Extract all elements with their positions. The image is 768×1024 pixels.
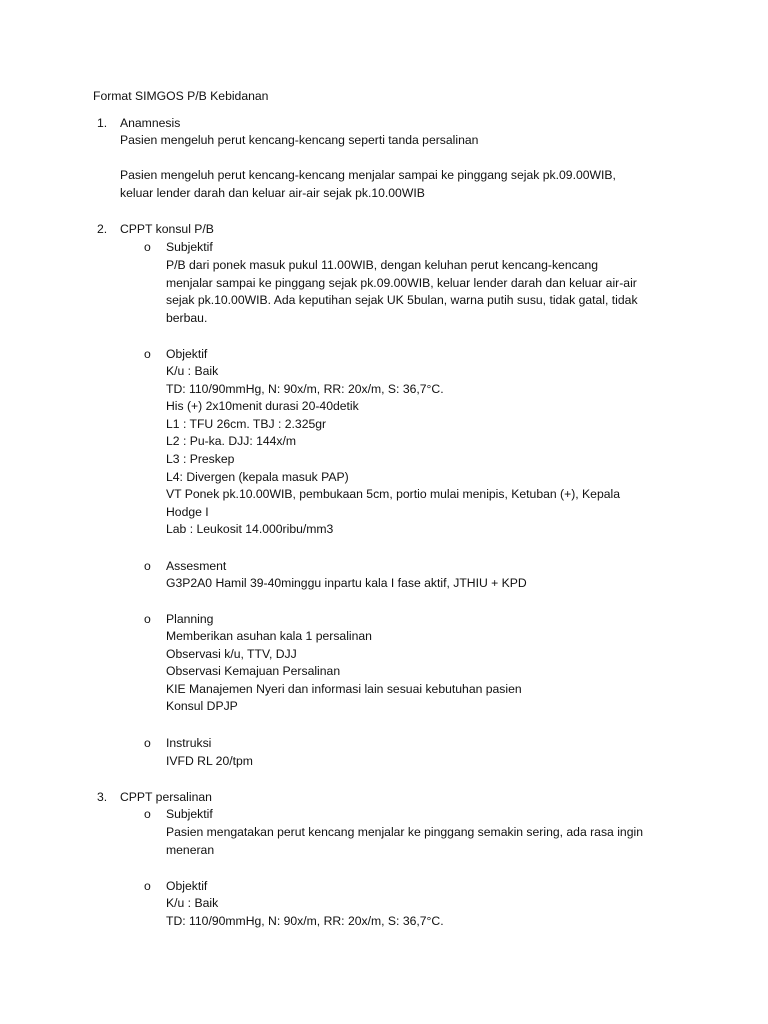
text-line: KIE Manajemen Nyeri dan informasi lain sesuai kebutuhan pasien: [166, 681, 522, 696]
sub-body-objektif: [166, 895, 686, 930]
text-line: L3 : Preskep: [166, 451, 235, 466]
text-line: VT Ponek pk.10.00WIB, pembukaan 5cm, portio mulai menipis, Ketuban (+), Kepala: [166, 487, 621, 502]
text-line: sejak pk.10.00WIB. Ada keputihan sejak UK 5bulan, warna putih susu, tidak gatal, tidak: [166, 293, 638, 308]
section-body-anamnesis: [120, 132, 680, 202]
section-title-anamnesis: Anamnesis: [120, 116, 181, 130]
text-line: Hodge I: [166, 504, 209, 519]
text-line: Konsul DPJP: [166, 699, 238, 714]
text-line: Observasi k/u, TTV, DJJ: [166, 646, 297, 661]
section-number: 3.: [97, 790, 108, 804]
text-line: His (+) 2x10menit durasi 20-40detik: [166, 399, 359, 414]
sub-body-objektif: [166, 363, 686, 539]
sub-body-planning: [166, 628, 686, 716]
section-title-cppt-persalinan: CPPT persalinan: [120, 790, 212, 804]
sub-body-assesment: [166, 575, 686, 593]
text-line: Pasien mengeluh perut kencang-kencang seperti tanda persalinan: [120, 133, 479, 147]
text-line: K/u : Baik: [166, 896, 219, 910]
text-line: [120, 150, 680, 168]
text-line: meneran: [166, 842, 215, 857]
bullet-marker: o: [144, 879, 151, 893]
text-line: Lab : Leukosit 14.000ribu/mm3: [166, 522, 334, 537]
bullet-marker: o: [144, 559, 151, 573]
text-line: L1 : TFU 26cm. TBJ : 2.325gr: [166, 416, 327, 431]
text-line: L4: Divergen (kepala masuk PAP): [166, 469, 349, 484]
text-line: Pasien mengeluh perut kencang-kencang menjalar sampai ke pinggang sejak pk.09.00WIB,: [120, 168, 616, 183]
text-line: berbau.: [166, 310, 208, 325]
sub-title-subjektif: Subjektif: [166, 807, 213, 821]
bullet-marker: o: [144, 807, 151, 821]
text-line: TD: 110/90mmHg, N: 90x/m, RR: 20x/m, S: 36,7°C.: [166, 381, 444, 396]
text-line: L2 : Pu-ka. DJJ: 144x/m: [166, 434, 297, 449]
section-number: 2.: [97, 222, 108, 236]
text-line: menjalar sampai ke pinggang sejak pk.09.00WIB, keluar lender darah dan keluar air-air: [166, 275, 637, 290]
text-line: TD: 110/90mmHg, N: 90x/m, RR: 20x/m, S: 36,7°C.: [166, 913, 444, 928]
sub-body-subjektif: [166, 257, 686, 327]
sub-title-instruksi: Instruksi: [166, 736, 212, 750]
sub-title-planning: Planning: [166, 612, 214, 626]
document-title: Format SIMGOS P/B Kebidanan: [93, 89, 269, 103]
sub-title-objektif: Objektif: [166, 879, 208, 893]
text-line: P/B dari ponek masuk pukul 11.00WIB, dengan keluhan perut kencang-kencang: [166, 258, 599, 272]
sub-body-instruksi: [166, 753, 686, 771]
text-line: G3P2A0 Hamil 39-40minggu inpartu kala I fase aktif, JTHIU + KPD: [166, 576, 527, 590]
sub-title-assesment: Assesment: [166, 559, 227, 573]
text-line: K/u : Baik: [166, 364, 219, 378]
section-title-cppt-konsul: CPPT konsul P/B: [120, 222, 214, 236]
bullet-marker: o: [144, 240, 151, 254]
section-number: 1.: [97, 116, 108, 130]
sub-title-subjektif: Subjektif: [166, 240, 213, 254]
sub-body-subjektif: [166, 824, 686, 859]
text-line: Pasien mengatakan perut kencang menjalar ke pinggang semakin sering, ada rasa ingin: [166, 825, 643, 839]
sub-title-objektif: Objektif: [166, 347, 208, 361]
text-line: Observasi Kemajuan Persalinan: [166, 664, 341, 679]
text-line: IVFD RL 20/tpm: [166, 754, 253, 768]
bullet-marker: o: [144, 612, 151, 626]
bullet-marker: o: [144, 347, 151, 361]
text-line: Memberikan asuhan kala 1 persalinan: [166, 629, 372, 643]
bullet-marker: o: [144, 736, 151, 750]
text-line: keluar lender darah dan keluar air-air sejak pk.10.00WIB: [120, 185, 425, 200]
